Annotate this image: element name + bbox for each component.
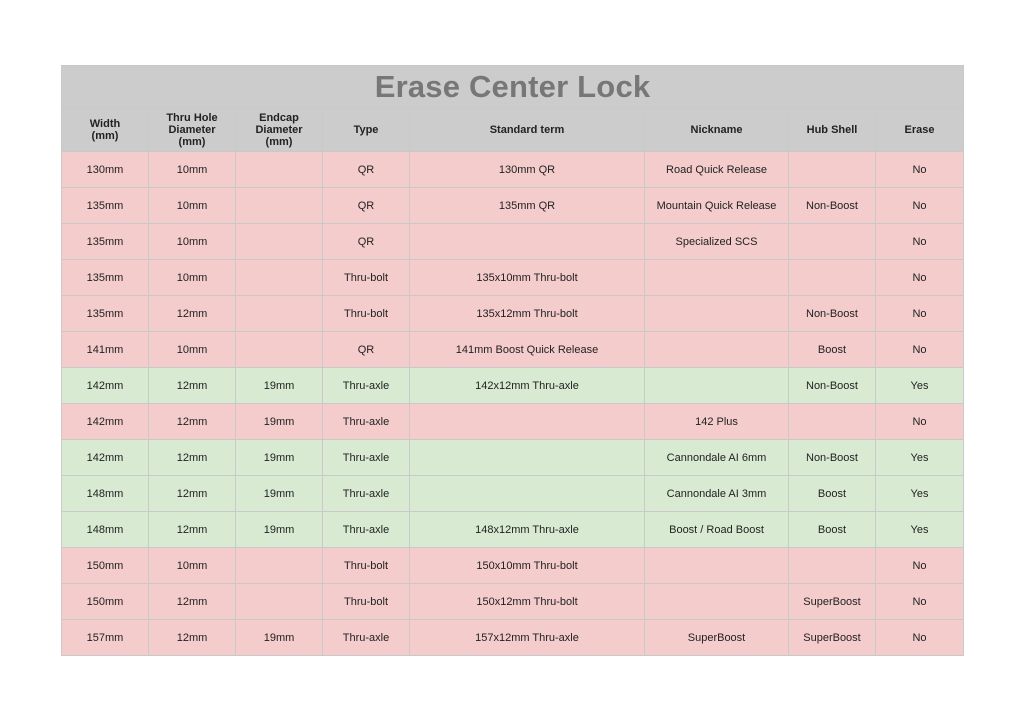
- type-cell: QR: [323, 224, 410, 260]
- hub-shell-cell: [789, 404, 876, 440]
- thru-hole-cell: 10mm: [149, 548, 236, 584]
- nickname-cell: Mountain Quick Release: [645, 188, 789, 224]
- endcap-cell: [236, 260, 323, 296]
- standard-term-header: Standard term: [410, 109, 645, 152]
- nickname-header: Nickname: [645, 109, 789, 152]
- table-row: [62, 548, 964, 584]
- table-row: [62, 440, 964, 476]
- erase-cell: No: [876, 584, 964, 620]
- table-row: [62, 332, 964, 368]
- standard-term-cell: 142x12mm Thru-axle: [410, 368, 645, 404]
- width-cell: 142mm: [62, 368, 149, 404]
- endcap-cell: 19mm: [236, 440, 323, 476]
- standard-term-cell: 135x10mm Thru-bolt: [410, 260, 645, 296]
- type-cell: Thru-axle: [323, 404, 410, 440]
- width-cell: 142mm: [62, 404, 149, 440]
- type-cell: Thru-axle: [323, 440, 410, 476]
- hub-shell-cell: Non-Boost: [789, 440, 876, 476]
- standard-term-cell: 150x10mm Thru-bolt: [410, 548, 645, 584]
- type-cell: Thru-bolt: [323, 548, 410, 584]
- table-row: [62, 584, 964, 620]
- width-cell: 135mm: [62, 296, 149, 332]
- type-cell: Thru-axle: [323, 368, 410, 404]
- erase-center-lock-table: [61, 65, 964, 656]
- erase-cell: Yes: [876, 476, 964, 512]
- nickname-cell: [645, 260, 789, 296]
- width-cell: 150mm: [62, 584, 149, 620]
- erase-header: Erase: [876, 109, 964, 152]
- nickname-cell: SuperBoost: [645, 620, 789, 656]
- endcap-cell: [236, 188, 323, 224]
- thru-hole-cell: 10mm: [149, 224, 236, 260]
- hub-shell-cell: Non-Boost: [789, 188, 876, 224]
- table-row: [62, 512, 964, 548]
- type-cell: Thru-bolt: [323, 296, 410, 332]
- endcap-cell: 19mm: [236, 368, 323, 404]
- endcap-cell: 19mm: [236, 476, 323, 512]
- width-cell: 148mm: [62, 512, 149, 548]
- endcap-cell: [236, 584, 323, 620]
- erase-cell: No: [876, 296, 964, 332]
- nickname-cell: [645, 368, 789, 404]
- erase-cell: No: [876, 548, 964, 584]
- hub-shell-cell: SuperBoost: [789, 584, 876, 620]
- standard-term-cell: 135mm QR: [410, 188, 645, 224]
- erase-cell: Yes: [876, 368, 964, 404]
- standard-term-cell: [410, 404, 645, 440]
- standard-term-cell: [410, 224, 645, 260]
- erase-cell: Yes: [876, 512, 964, 548]
- type-cell: Thru-bolt: [323, 260, 410, 296]
- nickname-cell: Cannondale AI 6mm: [645, 440, 789, 476]
- hub-shell-cell: Non-Boost: [789, 296, 876, 332]
- thru-hole-cell: 10mm: [149, 332, 236, 368]
- width-cell: 141mm: [62, 332, 149, 368]
- hub-shell-cell: Boost: [789, 332, 876, 368]
- table-row: [62, 368, 964, 404]
- endcap-cell: [236, 332, 323, 368]
- nickname-cell: Boost / Road Boost: [645, 512, 789, 548]
- standard-term-cell: 141mm Boost Quick Release: [410, 332, 645, 368]
- width-cell: 135mm: [62, 188, 149, 224]
- table-row: [62, 188, 964, 224]
- thru-hole-cell: 10mm: [149, 188, 236, 224]
- nickname-cell: Specialized SCS: [645, 224, 789, 260]
- nickname-cell: Cannondale AI 3mm: [645, 476, 789, 512]
- hub-shell-cell: SuperBoost: [789, 620, 876, 656]
- table-title: Erase Center Lock: [62, 66, 964, 109]
- standard-term-cell: 130mm QR: [410, 152, 645, 188]
- nickname-cell: Road Quick Release: [645, 152, 789, 188]
- erase-cell: No: [876, 188, 964, 224]
- thru-hole-cell: 12mm: [149, 512, 236, 548]
- thru-hole-cell: 12mm: [149, 368, 236, 404]
- table-row: [62, 404, 964, 440]
- thru-hole-cell: 12mm: [149, 476, 236, 512]
- hub-shell-cell: [789, 224, 876, 260]
- hub-shell-cell: Non-Boost: [789, 368, 876, 404]
- width-cell: 130mm: [62, 152, 149, 188]
- table-body: [62, 152, 964, 656]
- nickname-cell: [645, 332, 789, 368]
- thru-hole-cell: 10mm: [149, 260, 236, 296]
- width-cell: 157mm: [62, 620, 149, 656]
- hub-shell-cell: Boost: [789, 512, 876, 548]
- hub-shell-cell: Boost: [789, 476, 876, 512]
- hub-shell-cell: [789, 152, 876, 188]
- table-row: [62, 296, 964, 332]
- endcap-cell: [236, 152, 323, 188]
- endcap-cell: 19mm: [236, 512, 323, 548]
- type-header: Type: [323, 109, 410, 152]
- erase-cell: Yes: [876, 440, 964, 476]
- hub-shell-cell: [789, 548, 876, 584]
- type-cell: Thru-axle: [323, 620, 410, 656]
- endcap-cell: [236, 224, 323, 260]
- erase-cell: No: [876, 152, 964, 188]
- standard-term-cell: 135x12mm Thru-bolt: [410, 296, 645, 332]
- hub-shell-cell: [789, 260, 876, 296]
- table-row: [62, 476, 964, 512]
- endcap-cell: 19mm: [236, 620, 323, 656]
- standard-term-cell: 148x12mm Thru-axle: [410, 512, 645, 548]
- erase-cell: No: [876, 224, 964, 260]
- endcap-cell: [236, 296, 323, 332]
- width-cell: 142mm: [62, 440, 149, 476]
- nickname-cell: [645, 296, 789, 332]
- erase-cell: No: [876, 620, 964, 656]
- width-cell: 135mm: [62, 224, 149, 260]
- type-cell: Thru-bolt: [323, 584, 410, 620]
- endcap-cell: [236, 548, 323, 584]
- thru-hole-header: Thru Hole Diameter (mm): [149, 109, 236, 152]
- thru-hole-cell: 12mm: [149, 620, 236, 656]
- type-cell: QR: [323, 332, 410, 368]
- table-row: [62, 620, 964, 656]
- title-row: [62, 66, 964, 109]
- erase-cell: No: [876, 260, 964, 296]
- nickname-cell: [645, 584, 789, 620]
- type-cell: Thru-axle: [323, 512, 410, 548]
- standard-term-cell: [410, 440, 645, 476]
- width-cell: 150mm: [62, 548, 149, 584]
- type-cell: QR: [323, 152, 410, 188]
- hub-shell-header: Hub Shell: [789, 109, 876, 152]
- table-row: [62, 260, 964, 296]
- thru-hole-cell: 12mm: [149, 296, 236, 332]
- width-cell: 135mm: [62, 260, 149, 296]
- type-cell: Thru-axle: [323, 476, 410, 512]
- endcap-header: Endcap Diameter (mm): [236, 109, 323, 152]
- table-row: [62, 224, 964, 260]
- nickname-cell: 142 Plus: [645, 404, 789, 440]
- table-row: [62, 152, 964, 188]
- nickname-cell: [645, 548, 789, 584]
- thru-hole-cell: 12mm: [149, 404, 236, 440]
- standard-term-cell: [410, 476, 645, 512]
- thru-hole-cell: 12mm: [149, 440, 236, 476]
- width-cell: 148mm: [62, 476, 149, 512]
- width-header: Width (mm): [62, 109, 149, 152]
- erase-cell: No: [876, 332, 964, 368]
- type-cell: QR: [323, 188, 410, 224]
- erase-cell: No: [876, 404, 964, 440]
- thru-hole-cell: 10mm: [149, 152, 236, 188]
- endcap-cell: 19mm: [236, 404, 323, 440]
- standard-term-cell: 150x12mm Thru-bolt: [410, 584, 645, 620]
- header-row: [62, 109, 964, 152]
- standard-term-cell: 157x12mm Thru-axle: [410, 620, 645, 656]
- thru-hole-cell: 12mm: [149, 584, 236, 620]
